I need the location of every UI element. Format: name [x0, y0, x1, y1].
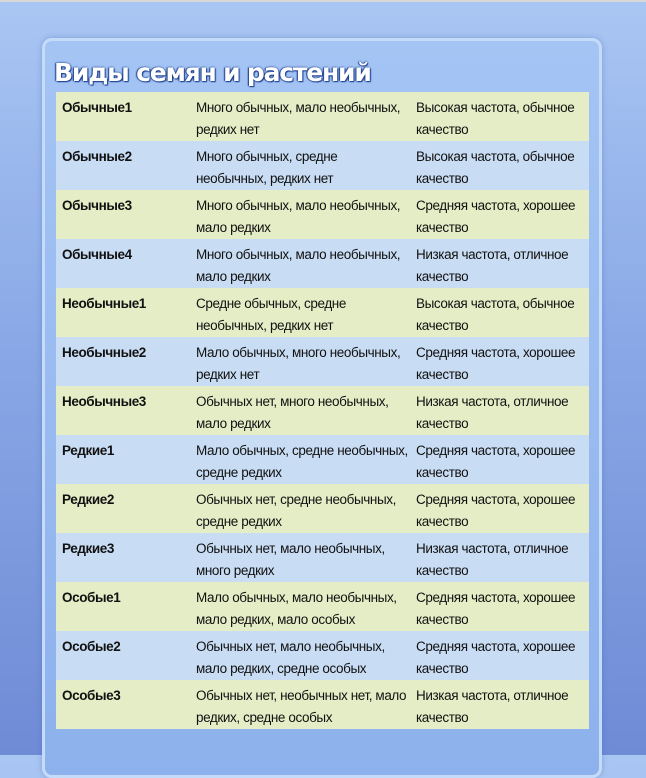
table-row: [56, 190, 589, 239]
seed-composition: Много обычных, мало необычных, мало редких: [190, 239, 410, 288]
seed-result: Средняя частота, хорошее качество: [410, 190, 589, 239]
table-row: [56, 435, 589, 484]
seed-name: Особые3: [56, 680, 190, 729]
table-row: [56, 337, 589, 386]
table-row: [56, 533, 589, 582]
table-row: [56, 288, 589, 337]
seed-name: Обычные3: [56, 190, 190, 239]
seed-composition: Обычных нет, средне необычных, средне редких: [190, 484, 410, 533]
seed-composition: Много обычных, мало необычных, редких нет: [190, 92, 410, 141]
seed-result: Средняя частота, хорошее качество: [410, 484, 589, 533]
seed-types-table: [56, 92, 589, 729]
seed-name: Необычные2: [56, 337, 190, 386]
seed-result: Средняя частота, хорошее качество: [410, 631, 589, 680]
seed-name: Редкие3: [56, 533, 190, 582]
seed-name: Обычные2: [56, 141, 190, 190]
seed-result: Низкая частота, отличное качество: [410, 239, 589, 288]
seed-composition: Обычных нет, много необычных, мало редких: [190, 386, 410, 435]
seed-name: Особые1: [56, 582, 190, 631]
seed-result: Высокая частота, обычное качество: [410, 288, 589, 337]
seed-name: Необычные1: [56, 288, 190, 337]
seed-composition: Много обычных, средне необычных, редких нет: [190, 141, 410, 190]
seed-composition: Много обычных, мало необычных, мало редких: [190, 190, 410, 239]
table-row: [56, 582, 589, 631]
seed-name: Обычные4: [56, 239, 190, 288]
seed-result: Низкая частота, отличное качество: [410, 386, 589, 435]
seed-result: Низкая частота, отличное качество: [410, 533, 589, 582]
page-title: Виды семян и растений: [54, 58, 371, 87]
seed-result: Низкая частота, отличное качество: [410, 680, 589, 729]
seed-result: Средняя частота, хорошее качество: [410, 337, 589, 386]
seed-name: Редкие1: [56, 435, 190, 484]
table-row: [56, 631, 589, 680]
seed-result: Средняя частота, хорошее качество: [410, 582, 589, 631]
seed-name: Обычные1: [56, 92, 190, 141]
seed-name: Необычные3: [56, 386, 190, 435]
seed-composition: Обычных нет, мало необычных, мало редких, средне особых: [190, 631, 410, 680]
seed-result: Средняя частота, хорошее качество: [410, 435, 589, 484]
seed-composition: Обычных нет, мало необычных, много редких: [190, 533, 410, 582]
table-row: [56, 386, 589, 435]
seed-name: Редкие2: [56, 484, 190, 533]
seed-name: Особые2: [56, 631, 190, 680]
table-row: [56, 92, 589, 141]
seed-composition: Мало обычных, много необычных, редких нет: [190, 337, 410, 386]
table-row: [56, 484, 589, 533]
top-border: [0, 0, 646, 2]
table-row: [56, 141, 589, 190]
table-row: [56, 680, 589, 729]
seed-result: Высокая частота, обычное качество: [410, 141, 589, 190]
seed-composition: Обычных нет, необычных нет, мало редких, средне особых: [190, 680, 410, 729]
seed-composition: Мало обычных, мало необычных, мало редких, мало особых: [190, 582, 410, 631]
seed-result: Высокая частота, обычное качество: [410, 92, 589, 141]
table-row: [56, 239, 589, 288]
seed-composition: Средне обычных, средне необычных, редких нет: [190, 288, 410, 337]
seed-composition: Мало обычных, средне необычных, средне редких: [190, 435, 410, 484]
